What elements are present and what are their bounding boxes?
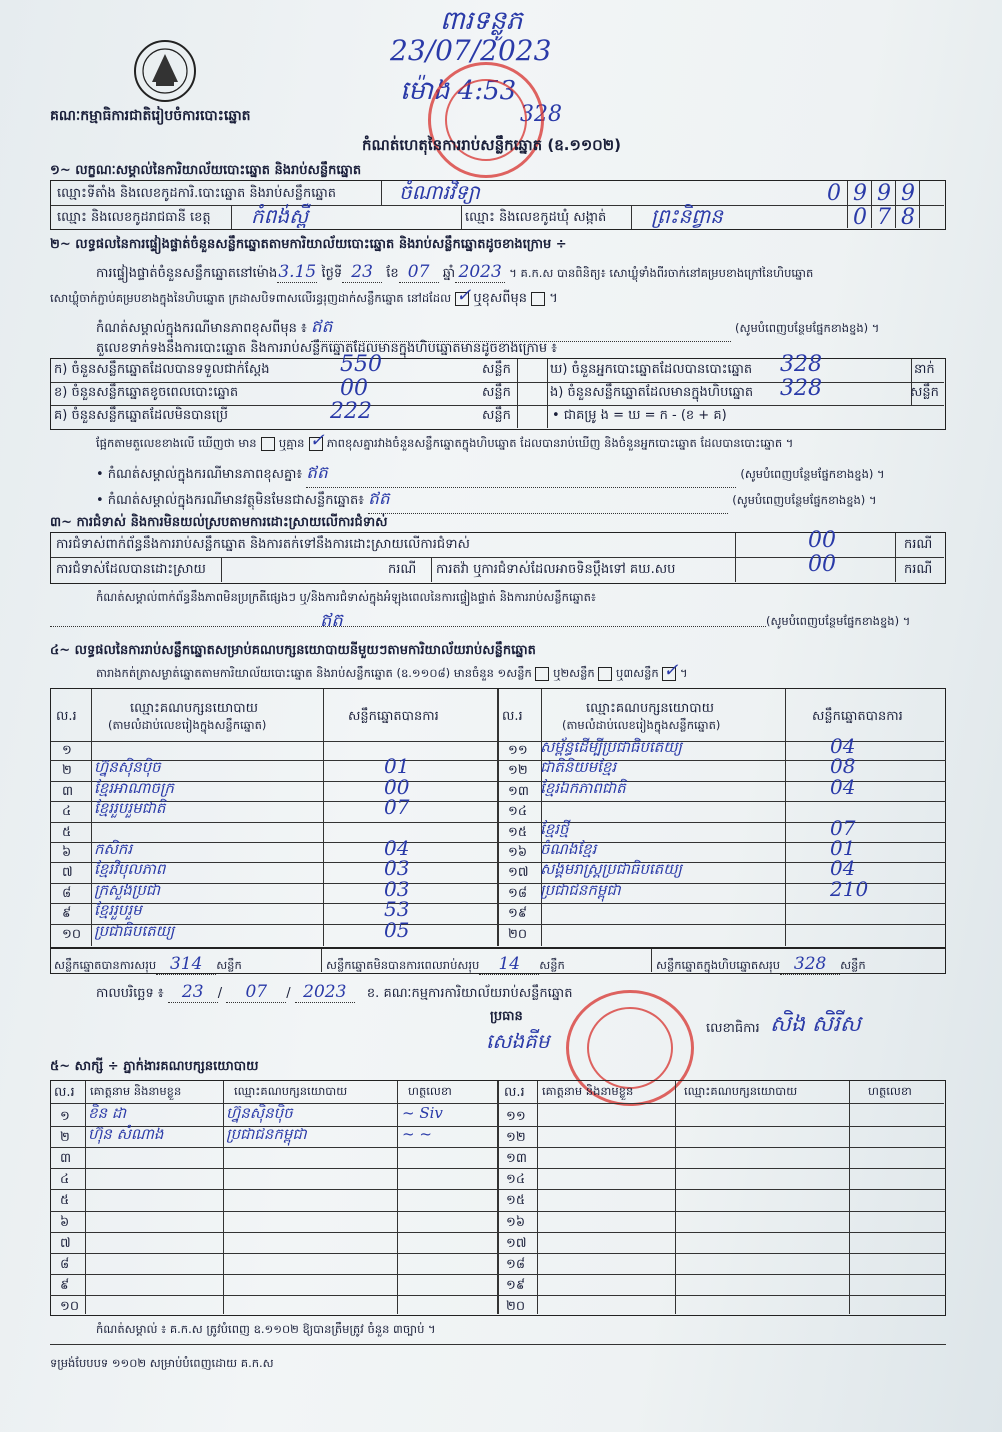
verification-text-b: ថ្ងៃទី xyxy=(321,266,343,281)
verification-text-c: ខែ xyxy=(386,266,399,281)
row-divider xyxy=(50,862,946,863)
row-divider xyxy=(50,801,946,802)
row-divider xyxy=(50,924,946,925)
party-row-number: ១៧ xyxy=(508,865,529,880)
form-footer: ទម្រង់បែបបទ ១១០២ សម្រាប់បំពេញដោយ គ.ក.ស xyxy=(50,1356,274,1370)
header-no-right: ល.រ xyxy=(502,709,523,724)
total-invalid-unit: សន្លឹក xyxy=(539,958,565,972)
header-no-left: ល.រ xyxy=(56,709,77,724)
party-row-number: ១៦ xyxy=(508,845,528,860)
witness-signature: ~ ~ xyxy=(402,1125,432,1143)
verification-time: 3.15 xyxy=(278,262,317,282)
date-month: 07 xyxy=(226,982,286,1003)
counts-intro: តួលេខទាក់ទងនឹងការបោះឆ្នោត និងការរាប់សន្លឹកឆ្នោតដែលមានក្នុងហិបឆ្នោតមានដូចខាងក្រោម ៖ xyxy=(96,341,557,356)
party-row-votes: 04 xyxy=(830,734,856,758)
three-sheet-checkbox[interactable]: ✓ xyxy=(663,659,679,681)
header-votes-right: សន្លឹកឆ្នោតបានការ xyxy=(812,709,903,724)
party-row-name: ប្រជាធិបតេយ្យ xyxy=(94,922,175,940)
polling-station-value: ចំណារវិទ្យា xyxy=(399,180,480,204)
count-c-label: គ) ចំនួនសន្លឹកឆ្នោតដែលមិនបានប្រើ xyxy=(54,408,228,423)
party-row-votes: 210 xyxy=(830,877,869,901)
witness-row-divider xyxy=(50,1211,946,1212)
footer-divider xyxy=(50,1344,946,1345)
objection-row1-value: 00 xyxy=(808,528,836,553)
polling-station-code xyxy=(821,181,947,205)
party-row-number: ៨ xyxy=(62,886,72,901)
footer-note: កំណត់សម្គាល់ ៖ គ.ក.ស ត្រូវបំពេញ ឧ.១១០២ ឱ្យបានត្រឹមត្រូវ ចំនួន ៣ច្បាប់ ។ xyxy=(96,1322,436,1336)
has-difference-checkbox[interactable] xyxy=(261,437,275,451)
total-invalid-label: សន្លឹកឆ្នោតមិនបានការពេលរាប់សរុប xyxy=(326,958,480,972)
w-header-party-right: ឈ្មោះគណបក្សនយោបាយ xyxy=(684,1084,798,1098)
witness-row-number: ៨ xyxy=(60,1257,70,1272)
verification-line xyxy=(96,262,813,284)
party-row-number: ១១ xyxy=(508,743,528,758)
section3-title: ៣~ ការជំទាស់ និងការមិនយល់ស្របតាមការដោះស្រាយលើការជំទាស់ xyxy=(50,515,388,530)
witness-row-number: ១៦ xyxy=(506,1215,526,1230)
discrepancy-line xyxy=(96,429,794,453)
count-e-label: ង) ចំនួនសន្លឹកឆ្នោតដែលមានក្នុងហិបឆ្នោត xyxy=(550,385,754,400)
party-row-number: ២០ xyxy=(508,927,528,942)
party-row-votes: 00 xyxy=(384,775,410,799)
count-e-unit: សន្លឹក xyxy=(910,385,939,400)
code2-digit: 8 xyxy=(901,205,915,230)
total-invalid xyxy=(326,954,565,975)
witness-row-number: ៩ xyxy=(60,1278,70,1293)
chair-label: ប្រធាន xyxy=(490,1009,523,1024)
row-divider xyxy=(50,883,946,884)
section1-title: ១~ លក្ខណៈសម្គាល់នៃការិយាល័យបោះឆ្នោត និងរាប់សន្លឹកឆ្នោត xyxy=(50,163,362,178)
objection-row1-label: ការជំទាស់ពាក់ព័ន្ធនឹងការរាប់សន្លឹកឆ្នោត និងការតក់ទៅនឹងការដោះស្រាយលើការជំទាស់ xyxy=(56,537,470,552)
irregularity-note-label: កំណត់សម្គាល់ពាក់ព័ន្ធនឹងភាពមិនប្រក្រតីផ្សេងៗ ឬ/និងការជំទាស់ក្នុងអំឡុងពេលនៃការផ្ទៀងផ្ទាត់ និងការរាប់សន្លឹកឆ្នោត៖ xyxy=(96,590,596,604)
party-row-name: សង្គមរាស្ត្រប្រជាធិបតេយ្យ xyxy=(540,860,682,878)
party-row-number: ៥ xyxy=(62,825,72,840)
note-difference-label: • កំណត់សម្គាល់ក្នុងករណីមានភាពខុសគ្នា៖ xyxy=(96,467,303,482)
formula-note: • ជាគម្រូ ង = ឃ = ក - (ខ + គ) xyxy=(552,408,727,423)
discrepancy-text-c: ភាពខុសគ្នារវាងចំនួនសន្លឹកឆ្នោតក្នុងហិបឆ្នោត ដែលបានរាប់ឃើញ និងចំនួនអ្នកបោះឆ្នោត ដែលបានបោះឆ្នោត ។ xyxy=(326,436,794,450)
appealable-unit: ករណី xyxy=(904,562,933,577)
count-a-label: ក) ចំនួនសន្លឹកឆ្នោតដែលបានទទួលជាក់ស្ដែង xyxy=(54,362,270,377)
tally-intro3: ឬ៣សន្លឹក xyxy=(616,666,659,680)
party-row-number: ៣ xyxy=(62,784,74,799)
count-d-unit: នាក់ xyxy=(914,362,935,377)
count-c-value: 222 xyxy=(330,399,372,424)
w-header-no-left: ល.រ xyxy=(54,1085,75,1100)
header-party-right: ឈ្មោះគណបក្សនយោបាយ xyxy=(586,701,714,716)
date-label: កាលបរិច្ឆេទ ៖ xyxy=(96,986,164,1001)
commune-value: ព្រះនិព្វាន xyxy=(651,204,723,228)
party-row-name: ចំណងខ្មែរ xyxy=(540,840,597,858)
witness-row-divider xyxy=(50,1295,946,1296)
party-row-votes: 01 xyxy=(830,836,856,860)
witness-row-number: ១៧ xyxy=(506,1236,527,1251)
row-divider xyxy=(50,822,946,823)
total-valid-label: សន្លឹកឆ្នោតបានការសរុប xyxy=(54,958,157,972)
witness-party: ប្រជាជនកម្ពុជា xyxy=(226,1125,307,1143)
count-b-value: 00 xyxy=(340,376,368,401)
count-d-value: 328 xyxy=(780,352,822,377)
witness-row-number: ១៥ xyxy=(506,1193,526,1208)
date-day: 23 xyxy=(168,982,218,1003)
note-foreign-value: ឥត xyxy=(368,488,728,514)
total-valid-unit: សន្លឹក xyxy=(216,958,242,972)
verification-text-e: ។ គ.ក.ស បានពិនិត្យ៖ សោឃ្លុំទាំងពីរចាក់នៅគម្របខាងក្រៅនៃហិបឆ្នោត xyxy=(509,266,814,280)
party-row-number: ១៩ xyxy=(508,906,528,921)
date-line: កាលបរិច្ឆេទ ៖ 23 / 07 / 2023 ខ. គណៈកម្មការការិយាល័យរាប់សន្លឹកឆ្នោត xyxy=(96,982,573,1002)
party-row-votes: 04 xyxy=(830,775,856,799)
party-row-number: ៦ xyxy=(62,845,72,860)
irregularity-note-value: ឥត xyxy=(320,610,343,631)
code1-digit: 0 xyxy=(827,181,841,206)
party-row-votes: 04 xyxy=(830,856,856,880)
difference-note-label: កំណត់សម្គាល់ក្នុងករណីមានភាពខុសពីមុន ៖ xyxy=(96,321,307,336)
count-a-unit: សន្លឹក xyxy=(482,362,511,377)
party-row-name: ក្រសួងប្រជា xyxy=(94,881,161,899)
header-votes-left: សន្លឹកឆ្នោតបានការ xyxy=(348,709,439,724)
party-row-number: ៧ xyxy=(62,865,73,880)
secretary-label: លេខាធិការ xyxy=(706,1021,760,1036)
province-value: កំពង់ស្ពឺ xyxy=(251,204,309,228)
party-row-number: ១២ xyxy=(508,763,528,778)
count-b-label: ខ) ចំនួនសន្លឹកឆ្នោតខូចពេលបោះឆ្នោត xyxy=(54,385,239,400)
party-row-name: ប្រជាជនកម្ពុជា xyxy=(540,881,621,899)
hw-top-line2: 23/07/2023 xyxy=(390,34,552,67)
objection-row1-unit: ករណី xyxy=(904,537,933,552)
note-foreign-line xyxy=(96,488,946,514)
fill-hint: (សូមបំពេញបន្ថែមផ្នែកខាងខ្នង) ។ xyxy=(766,614,911,628)
party-row-name: ខ្មែរឯកភាពជាតិ xyxy=(540,779,626,797)
section2-title: ២~ លទ្ធផលនៃការផ្ទៀងផ្ទាត់ចំនួនសន្លឹកឆ្នោតតាមការិយាល័យបោះឆ្នោត និងរាប់សន្លឹកឆ្នោតដូចខាងក្រោម ÷ xyxy=(50,237,567,252)
witness-name: ហ៊ុន សំណាង xyxy=(88,1125,164,1143)
w-header-party-left: ឈ្មោះគណបក្សនយោបាយ xyxy=(234,1084,348,1098)
witness-table xyxy=(50,1080,946,1316)
witness-row-number: ២០ xyxy=(506,1299,526,1314)
code1-digit: 9 xyxy=(901,181,915,206)
w-header-name-left: គោត្តនាម និងនាមខ្លួន xyxy=(90,1084,182,1098)
witness-row-number: ៥ xyxy=(60,1193,70,1208)
party-row-votes: 03 xyxy=(384,856,410,880)
tally-intro: តារាងកត់ត្រាសម្ងាត់ឆ្នោតតាមការិយាល័យបោះឆ្នោត និងរាប់សន្លឹកឆ្នោត (ឧ.១១០៨) មានចំនួន ១សន្លឹក xyxy=(96,666,532,680)
verification-year: 2023 xyxy=(455,262,505,283)
witness-row-number: ១ xyxy=(60,1109,70,1124)
commune-label: ឈ្មោះ និងលេខកូដឃុំ សង្កាត់ xyxy=(465,210,607,225)
changed-checkbox[interactable] xyxy=(531,292,545,306)
party-row-name: ខ្មែរអាណាចក្រ xyxy=(94,779,174,797)
total-invalid-value: 14 xyxy=(479,954,539,975)
header-party-left: ឈ្មោះគណបក្សនយោបាយ xyxy=(130,701,258,716)
total-box-label: សន្លឹកឆ្នោតក្នុងហិបឆ្នោតសរុប xyxy=(656,958,781,972)
discrepancy-text-a: ផ្អែកតាមតួលេខខាងលើ ឃើញថា មាន xyxy=(96,436,257,450)
witness-row-divider xyxy=(50,1189,946,1190)
seal-line: សោឃ្លុំចាក់ភ្ជាប់គម្របខាងក្នុងនៃហិបឆ្នោត ក្រដាសបិទពាសលើរន្ធរុញដាក់សន្លឹកឆ្នោត នៅដដែល ✓ ឬខុសពីមុន ។ xyxy=(50,284,558,306)
row-divider xyxy=(50,760,946,761)
changed-label: ឬខុសពីមុន xyxy=(473,291,527,306)
no-difference-label: ឬគ្មាន xyxy=(278,436,305,450)
party-row-name: ខ្មែររួបរួមជាតិ xyxy=(94,799,166,817)
party-row-number: ១០ xyxy=(62,927,82,942)
code2-digit: 0 xyxy=(853,205,867,230)
party-row-number: ៩ xyxy=(62,906,72,921)
note-foreign-label: • កំណត់សម្គាល់ក្នុងករណីមានវត្ថុមិនមែនជាសន្លឹកឆ្នោត៖ xyxy=(96,493,364,508)
hw-top-line1: ពារទន្លូភ xyxy=(440,6,523,36)
difference-note-value: ឥត xyxy=(311,316,731,342)
commune-code xyxy=(845,205,945,229)
resolved-label: ការជំទាស់ដែលបានដោះស្រាយ xyxy=(56,562,206,577)
count-b-unit: សន្លឹក xyxy=(482,385,511,400)
w-header-sign-left: ហត្ថលេខា xyxy=(408,1084,452,1098)
verification-text-d: ឆ្នាំ xyxy=(442,266,456,281)
witness-row-divider xyxy=(50,1126,946,1127)
appealable-label: ការតវ៉ា ឬការជំទាស់ដែលអាចទិនប្ដឹងទៅ គឃ.សប xyxy=(436,562,676,577)
code2-digit: 7 xyxy=(877,205,891,230)
witness-row-number: ១៣ xyxy=(506,1151,527,1166)
row-divider xyxy=(50,903,946,904)
total-box-unit: សន្លឹក xyxy=(840,958,866,972)
chair-signature: សេងគីម xyxy=(486,1029,550,1053)
fill-hint: (សូមបំពេញបន្ថែមផ្នែកខាងខ្នង) ។ xyxy=(735,321,880,335)
section5-title: ៥~ សាក្សី ÷ ភ្នាក់ងារគណបក្សនយោបាយ xyxy=(50,1059,259,1074)
hw-top-line3: ម៉ោង 4:53 xyxy=(400,76,517,106)
total-valid xyxy=(54,954,242,975)
commission-name: គណៈកម្មាធិការជាតិរៀបចំការបោះឆ្នោត xyxy=(50,108,251,124)
party-row-number: ៤ xyxy=(62,804,72,819)
witness-row-number: ១០ xyxy=(60,1299,80,1314)
section4-title: ៤~ លទ្ធផលនៃការរាប់សន្លឹកឆ្នោតសម្រាប់គណបក្សនយោបាយនីមួយៗតាមការិយាល័យរាប់សន្លឹកឆ្នោត xyxy=(50,643,536,658)
row-divider xyxy=(50,781,946,782)
province-label: ឈ្មោះ និងលេខកូដរាជធានី ខេត្ត xyxy=(57,210,211,225)
tally-intro2: ឬ២សន្លឹក xyxy=(553,666,595,680)
one-sheet-checkbox[interactable] xyxy=(535,667,549,681)
w-header-no-right: ល.រ xyxy=(504,1085,525,1100)
party-row-votes: 01 xyxy=(384,754,410,778)
total-valid-value: 314 xyxy=(156,954,216,975)
note-difference-line xyxy=(96,462,946,488)
resolved-unit: ករណី xyxy=(388,562,417,577)
witness-row-divider xyxy=(50,1274,946,1275)
total-box-value: 328 xyxy=(780,954,840,975)
witness-row-divider xyxy=(50,1253,946,1254)
nec-emblem-icon xyxy=(132,38,198,104)
party-row-number: ១៥ xyxy=(508,825,528,840)
party-row-votes: 04 xyxy=(384,836,410,860)
form-title: កំណត់ហេតុនៃការរាប់សន្លឹកឆ្នោត (ឧ.១១០២) xyxy=(362,136,622,154)
witness-row-number: ១១ xyxy=(506,1109,526,1124)
party-row-number: ១ xyxy=(62,743,72,758)
count-d-label: ឃ) ចំនួនអ្នកបោះឆ្នោតដែលបានបោះឆ្នោត xyxy=(550,362,753,377)
witness-row-number: ៧ xyxy=(60,1236,71,1251)
irregularity-note-line xyxy=(50,626,766,627)
w-header-sign-right: ហត្ថលេខា xyxy=(868,1084,912,1098)
party-row-votes: 03 xyxy=(384,877,410,901)
same-checkbox[interactable]: ✓ xyxy=(456,284,472,306)
witness-row-number: ១៩ xyxy=(506,1278,526,1293)
no-difference-checkbox[interactable]: ✓ xyxy=(309,429,325,451)
total-box xyxy=(656,954,866,975)
party-row-number: ១៨ xyxy=(508,886,528,901)
polling-station-label: ឈ្មោះទីតាំង និងលេខកូដការិ.បោះឆ្នោត និងរាប់សន្លឹកឆ្នោត xyxy=(57,186,336,201)
witness-row-number: ៤ xyxy=(60,1172,70,1187)
party-row-name: សម្ព័ន្ធដើម្បីប្រជាធិបតេយ្យ xyxy=(540,738,682,756)
party-row-votes: 07 xyxy=(830,816,856,840)
witness-row-number: ៣ xyxy=(60,1151,72,1166)
seal-text: សោឃ្លុំចាក់ភ្ជាប់គម្របខាងក្នុងនៃហិបឆ្នោត ក្រដាសបិទពាសលើរន្ធរុញដាក់សន្លឹកឆ្នោត នៅដដែល xyxy=(50,291,452,305)
date-year: 2023 xyxy=(295,982,355,1003)
difference-note-line xyxy=(96,316,946,342)
official-stamp-top xyxy=(428,62,544,178)
header-party-sub-left: (តាមលំដាប់លេខរៀងក្នុងសន្លឹកឆ្នោត) xyxy=(108,718,267,732)
party-row-name: ហ្វ៊ុនស៊ិនប៉ិច xyxy=(94,758,161,776)
witness-row-number: ១៨ xyxy=(506,1257,526,1272)
appealable-value: 00 xyxy=(808,552,836,577)
verification-month: 07 xyxy=(399,262,439,283)
verification-text-a: ការផ្ទៀងផ្ទាត់ចំនួនសន្លឹកឆ្នោតនៅម៉ោង xyxy=(96,266,278,281)
fill-hint: (សូមបំពេញបន្ថែមផ្នែកខាងខ្នង) ។ xyxy=(732,493,877,507)
witness-signature: ~ Siv xyxy=(402,1104,443,1122)
hw-top-line4: 328 xyxy=(520,102,562,127)
fill-hint: (សូមបំពេញបន្ថែមផ្នែកខាងខ្នង) ។ xyxy=(740,467,885,481)
count-e-value: 328 xyxy=(780,376,822,401)
row-divider xyxy=(50,842,946,843)
party-row-number: ១៤ xyxy=(508,804,528,819)
party-row-name: ខ្មែររួបរួម xyxy=(94,901,142,919)
committee-label: ខ. គណៈកម្មការការិយាល័យរាប់សន្លឹកឆ្នោត xyxy=(366,986,573,1001)
section1-table xyxy=(50,180,946,230)
party-row-name: ខ្មែរថ្មី xyxy=(540,820,569,838)
witness-row-divider xyxy=(50,1147,946,1148)
party-row-name: កសិករ xyxy=(94,840,133,858)
count-a-value: 550 xyxy=(340,352,382,377)
count-c-unit: សន្លឹក xyxy=(482,408,511,423)
witness-row-divider xyxy=(50,1232,946,1233)
note-difference-value: ឥត xyxy=(306,462,736,488)
party-row-votes: 05 xyxy=(384,918,410,942)
witness-row-number: ៦ xyxy=(60,1215,70,1230)
party-row-votes: 08 xyxy=(830,754,856,778)
tally-sheet-line: តារាងកត់ត្រាសម្ងាត់ឆ្នោតតាមការិយាល័យបោះឆ្នោត និងរាប់សន្លឹកឆ្នោត (ឧ.១១០៨) មានចំនួន ១សន្លឹក ឬ២សន្លឹក ឬ៣សន្លឹក ✓ ។ xyxy=(96,659,688,681)
party-row-votes: 07 xyxy=(384,795,410,819)
code1-digit: 9 xyxy=(853,181,867,206)
witness-party: ហ្វ៊ុនស៊ិនប៉ិច xyxy=(226,1104,293,1122)
party-row-votes: 53 xyxy=(384,897,410,921)
party-row-name: ជាតិនិយមខ្មែរ xyxy=(540,758,617,776)
header-party-sub-right: (តាមលំដាប់លេខរៀងក្នុងសន្លឹកឆ្នោត) xyxy=(562,718,721,732)
witness-name: ខិន ដា xyxy=(88,1104,127,1122)
witness-row-number: ១២ xyxy=(506,1130,526,1145)
party-row-number: ១៣ xyxy=(508,784,529,799)
w-header-name-right: គោត្តនាម និងនាមខ្លួន xyxy=(542,1084,634,1098)
witness-row-divider xyxy=(50,1168,946,1169)
two-sheet-checkbox[interactable] xyxy=(598,667,612,681)
code1-digit: 9 xyxy=(877,181,891,206)
party-row-name: ខ្មែរវិបុលភាព xyxy=(94,860,166,878)
verification-day: 23 xyxy=(342,262,382,283)
party-row-number: ២ xyxy=(62,763,72,778)
witness-row-number: ១៤ xyxy=(506,1172,526,1187)
witness-row-number: ២ xyxy=(60,1130,70,1145)
secretary-signature: សិង សិរីស xyxy=(770,1012,861,1037)
